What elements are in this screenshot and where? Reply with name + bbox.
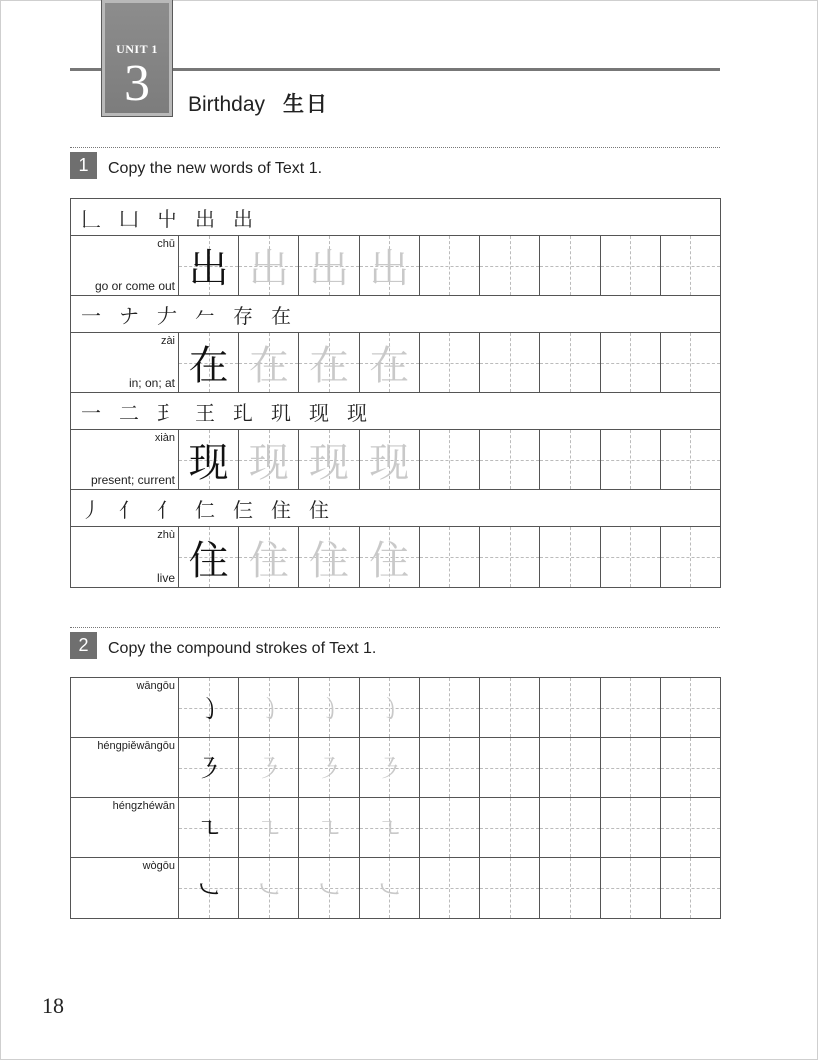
section-1-instruction: Copy the new words of Text 1. (108, 160, 323, 177)
writing-cell[interactable] (661, 858, 720, 918)
writing-cell[interactable] (420, 738, 480, 797)
writing-cell[interactable] (420, 858, 480, 918)
model-stroke: ㇋ (195, 755, 222, 785)
character-practice-row (71, 333, 720, 393)
trace-stroke: ㇃ (376, 875, 403, 906)
stroke-order-step: 𤣩 (157, 400, 177, 425)
stroke-order-row (71, 490, 720, 527)
character-practice-grid (70, 198, 721, 588)
trace-stroke: ㇋ (255, 755, 282, 785)
page-number: 18 (42, 993, 64, 1018)
writing-cell[interactable] (179, 858, 239, 918)
writing-cell[interactable] (420, 527, 480, 587)
model-stroke: ㇍ (195, 815, 222, 845)
writing-cell[interactable] (601, 738, 661, 797)
word-pinyin: zài (160, 335, 175, 347)
writing-cell[interactable] (540, 333, 600, 392)
writing-cell[interactable] (540, 798, 600, 857)
lesson-title (188, 88, 329, 118)
writing-cell[interactable] (179, 333, 239, 392)
writing-cell[interactable] (661, 738, 720, 797)
writing-cell[interactable] (420, 798, 480, 857)
writing-cell[interactable] (420, 236, 480, 295)
stroke-order-step: ナ (119, 303, 139, 328)
writing-cell[interactable] (299, 236, 359, 295)
writing-cell[interactable] (601, 798, 661, 857)
word-label-cell (71, 430, 179, 489)
writing-cell[interactable] (360, 236, 420, 295)
stroke-order-step: 一 (81, 303, 101, 328)
writing-cell[interactable] (299, 858, 359, 918)
stroke-order-step: 现 (347, 400, 367, 425)
stroke-order-step: 玑 (271, 400, 291, 425)
writing-cell[interactable] (360, 333, 420, 392)
section-1-rule (70, 147, 720, 148)
trace-character: 在 (309, 343, 350, 389)
stroke-name: wògōu (142, 860, 175, 872)
writing-cell[interactable] (239, 430, 299, 489)
stroke-label-cell (71, 798, 179, 857)
writing-cell[interactable] (360, 798, 420, 857)
model-character: 在 (188, 343, 229, 389)
stroke-order-step: 丿 (81, 497, 101, 522)
trace-character: 出 (248, 246, 289, 292)
writing-cell[interactable] (540, 678, 600, 737)
stroke-name: héngpiěwāngōu (97, 740, 175, 752)
writing-cell[interactable] (299, 738, 359, 797)
stroke-name: héngzhéwān (112, 800, 175, 812)
word-meaning: live (156, 571, 175, 585)
writing-cell[interactable] (179, 430, 239, 489)
writing-cell[interactable] (480, 738, 540, 797)
trace-stroke: ㇍ (255, 815, 282, 845)
writing-cell[interactable] (299, 527, 359, 587)
character-practice-row (71, 430, 720, 490)
writing-cell[interactable] (661, 333, 720, 392)
stroke-order-step: 二 (119, 400, 139, 425)
writing-cell[interactable] (179, 798, 239, 857)
model-character: 现 (188, 440, 229, 486)
writing-cell[interactable] (661, 236, 720, 295)
word-pinyin: chū (157, 238, 175, 250)
stroke-order-step: 住 (309, 497, 329, 522)
trace-character: 现 (369, 440, 410, 486)
trace-stroke: ㇋ (316, 755, 343, 785)
stroke-order-step: 住 (271, 497, 291, 522)
stroke-order-step: 亻 (157, 497, 177, 522)
writing-cell[interactable] (360, 430, 420, 489)
writing-cell[interactable] (601, 333, 661, 392)
unit-label: UNIT 1 (116, 42, 158, 56)
stroke-order-step: 𠂉 (195, 303, 215, 328)
character-practice-row (71, 527, 720, 587)
stroke-label-cell (71, 738, 179, 797)
stroke-order-step: 现 (309, 400, 329, 425)
writing-cell[interactable] (239, 858, 299, 918)
stroke-order-step: 仨 (233, 497, 253, 522)
section-1-number: 1 (70, 152, 97, 179)
model-character: 出 (188, 246, 229, 292)
writing-cell[interactable] (540, 236, 600, 295)
trace-character: 出 (309, 246, 350, 292)
trace-character: 在 (369, 343, 410, 389)
trace-character: 住 (248, 537, 289, 584)
writing-cell[interactable] (239, 678, 299, 737)
writing-cell[interactable] (299, 333, 359, 392)
trace-character: 出 (369, 246, 410, 292)
writing-cell[interactable] (540, 858, 600, 918)
stroke-order-step: 一 (81, 400, 101, 425)
writing-cell[interactable] (299, 430, 359, 489)
model-character: 住 (188, 537, 229, 584)
writing-cell[interactable] (360, 738, 420, 797)
writing-cell[interactable] (480, 858, 540, 918)
writing-cell[interactable] (239, 738, 299, 797)
writing-cell[interactable] (360, 527, 420, 587)
writing-cell[interactable] (480, 333, 540, 392)
writing-cell[interactable] (299, 678, 359, 737)
trace-stroke: ㇍ (376, 815, 403, 845)
word-meaning: present; current (90, 473, 175, 487)
stroke-order-step: 王 (195, 400, 215, 425)
stroke-order-step: 在 (271, 303, 291, 328)
writing-cell[interactable] (360, 858, 420, 918)
stroke-order-step: 出 (233, 206, 253, 231)
word-meaning: in; on; at (128, 376, 175, 390)
trace-stroke: ㇃ (316, 875, 343, 906)
writing-cell[interactable] (239, 236, 299, 295)
unit-tab (101, 0, 173, 117)
trace-stroke: ㇁ (255, 695, 282, 725)
stroke-order-step: 玌 (233, 400, 253, 425)
character-practice-row (71, 236, 720, 296)
trace-character: 住 (369, 537, 410, 584)
word-pinyin: xiàn (154, 432, 175, 444)
word-label-cell (71, 236, 179, 295)
word-label-cell (71, 527, 179, 587)
stroke-order-step: 存 (233, 303, 253, 328)
stroke-practice-row (71, 738, 720, 798)
trace-stroke: ㇁ (316, 695, 343, 725)
writing-cell[interactable] (420, 430, 480, 489)
word-meaning: go or come out (94, 279, 175, 293)
stroke-practice-row (71, 678, 720, 738)
model-stroke: ㇃ (195, 875, 222, 906)
writing-cell[interactable] (299, 798, 359, 857)
stroke-order-row (71, 199, 720, 236)
writing-cell[interactable] (601, 678, 661, 737)
stroke-order-step: 仁 (195, 497, 215, 522)
writing-cell[interactable] (480, 798, 540, 857)
stroke-order-step: 凵 (119, 206, 139, 231)
trace-stroke: ㇍ (316, 815, 343, 845)
stroke-order-step: 𠃊 (81, 206, 101, 231)
writing-cell[interactable] (480, 430, 540, 489)
section-2-instruction: Copy the compound strokes of Text 1. (108, 640, 377, 657)
writing-cell[interactable] (601, 858, 661, 918)
stroke-label-cell (71, 678, 179, 737)
writing-cell[interactable] (540, 527, 600, 587)
writing-cell[interactable] (239, 333, 299, 392)
lesson-number: 3 (124, 55, 150, 112)
stroke-order-step: 亻 (119, 497, 139, 522)
stroke-order-step: 屮 (157, 206, 177, 231)
word-pinyin: zhù (157, 529, 175, 541)
stroke-name: wāngōu (136, 680, 175, 692)
writing-cell[interactable] (661, 430, 720, 489)
writing-cell[interactable] (601, 527, 661, 587)
writing-cell[interactable] (239, 798, 299, 857)
writing-cell[interactable] (179, 678, 239, 737)
writing-cell[interactable] (360, 678, 420, 737)
writing-cell[interactable] (661, 527, 720, 587)
stroke-order-row (71, 296, 720, 333)
stroke-practice-grid (70, 677, 721, 919)
stroke-label-cell (71, 858, 179, 918)
stroke-order-row (71, 393, 720, 430)
section-2-number: 2 (70, 632, 97, 659)
word-label-cell (71, 333, 179, 392)
model-stroke: ㇁ (195, 695, 222, 725)
trace-character: 住 (309, 537, 350, 584)
trace-character: 现 (248, 440, 289, 486)
writing-cell[interactable] (480, 527, 540, 587)
writing-cell[interactable] (239, 527, 299, 587)
trace-stroke: ㇁ (376, 695, 403, 725)
trace-stroke: ㇋ (376, 755, 403, 785)
writing-cell[interactable] (661, 798, 720, 857)
writing-cell[interactable] (480, 678, 540, 737)
writing-cell[interactable] (420, 333, 480, 392)
stroke-practice-row (71, 858, 720, 918)
writing-cell[interactable] (480, 236, 540, 295)
section-2-rule (70, 627, 720, 628)
writing-cell[interactable] (601, 236, 661, 295)
writing-cell[interactable] (179, 738, 239, 797)
trace-character: 现 (309, 440, 350, 486)
writing-cell[interactable] (540, 738, 600, 797)
writing-cell[interactable] (179, 236, 239, 295)
stroke-practice-row (71, 798, 720, 858)
writing-cell[interactable] (179, 527, 239, 587)
trace-character: 在 (248, 343, 289, 389)
writing-cell[interactable] (420, 678, 480, 737)
lesson-title-english: Birthday (188, 93, 266, 116)
stroke-order-step: 𠂇 (157, 303, 177, 328)
trace-stroke: ㇃ (255, 875, 282, 906)
writing-cell[interactable] (661, 678, 720, 737)
writing-cell[interactable] (601, 430, 661, 489)
lesson-title-chinese: 生日 (283, 92, 330, 116)
stroke-order-step: 出 (195, 206, 215, 231)
writing-cell[interactable] (540, 430, 600, 489)
